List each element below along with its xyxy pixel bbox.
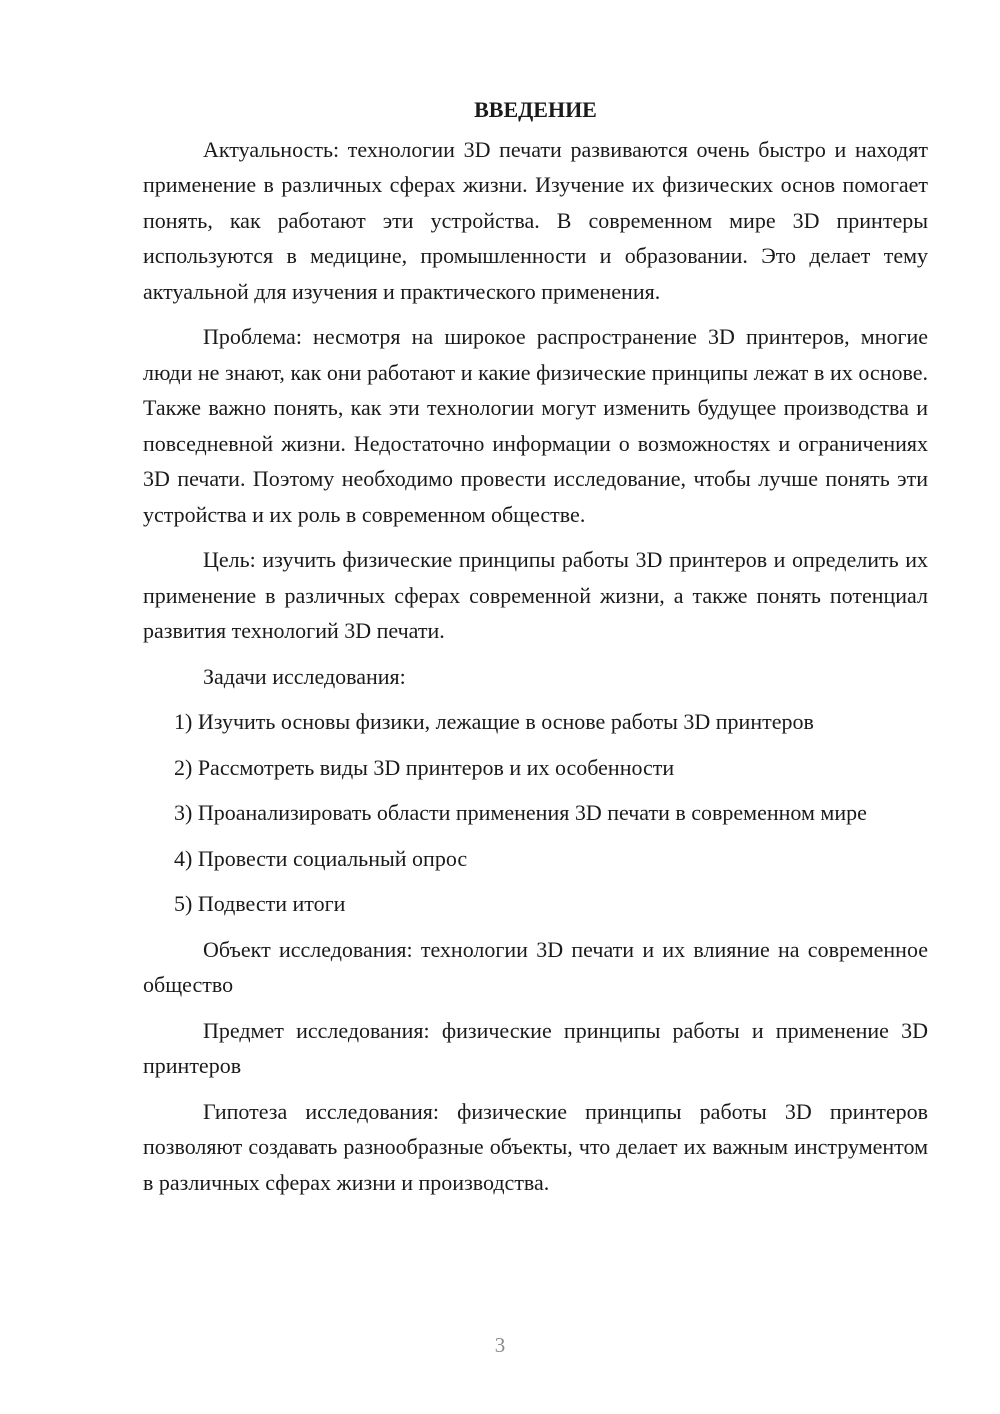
paragraph-goal: Цель: изучить физические принципы работы 3D принтеров и определить их применение в различных сферах современной жизни, а также понять потенциал развития технологий 3D печати. (143, 547, 928, 643)
paragraph-hypothesis: Гипотеза исследования: физические принципы работы 3D принтеров позволяют создавать разнообразные объекты, что делает их важным инструментом в различных сферах жизни и производства. (143, 1098, 928, 1195)
list-item: 3) Проанализировать области применения 3D печати в современном мире (174, 800, 867, 825)
page-title: ВВЕДЕНИЕ (474, 97, 597, 122)
list-item: 5) Подвести итоги (174, 891, 346, 916)
tasks-heading: Задачи исследования: (203, 663, 406, 689)
page-number: 3 (494, 1333, 506, 1357)
document-page (143, 92, 928, 1210)
list-item: 1) Изучить основы физики, лежащие в основе работы 3D принтеров (174, 709, 814, 734)
list-item: 4) Провести социальный опрос (174, 845, 468, 871)
paragraph-subject: Предмет исследования: физические принципы работы и применение 3D принтеров (143, 1017, 928, 1078)
list-item: 2) Рассмотреть виды 3D принтеров и их особенности (174, 754, 675, 780)
paragraph-relevance: Актуальность: технологии 3D печати развиваются очень быстро и находят применение в различных сферах жизни. Изучение их физических основ помогает понять, как работают эти устройства. В современном мире 3D принтеры используются в медицине, промышленности и образовании. Это делает тему актуальной для изучения и практического применения. (143, 136, 928, 304)
paragraph-problem: Проблема: несмотря на широкое распространение 3D принтеров, многие люди не знают, как они работают и какие физические принципы лежат в их основе. Также важно понять, как эти технологии могут изменить будущее производства и повседневной жизни. Недостаточно информации о возможностях и ограничениях 3D печати. Поэтому необходимо провести исследование, чтобы лучше понять эти устройства и их роль в современном обществе. (143, 324, 928, 527)
paragraph-object: Объект исследования: технологии 3D печати и их влияние на современное общество (143, 936, 928, 997)
tasks-list (143, 704, 928, 922)
